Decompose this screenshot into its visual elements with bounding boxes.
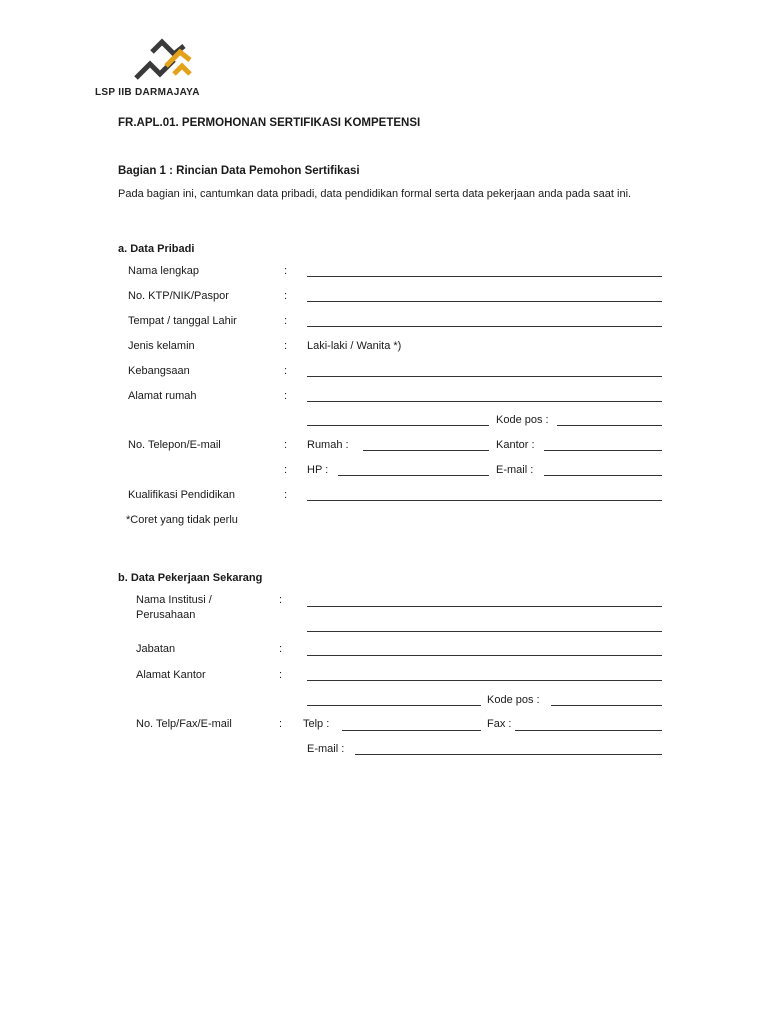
nationality-label: Kebangsaan (128, 365, 190, 377)
colon: : (284, 365, 288, 377)
colon: : (284, 315, 288, 327)
strike-note: *Coret yang tidak perlu (126, 514, 238, 526)
home-phone-label: Rumah : (307, 439, 349, 451)
email-field[interactable] (544, 475, 662, 476)
telp-label: Telp : (303, 718, 330, 730)
colon: : (279, 669, 283, 681)
colon: : (279, 594, 283, 606)
postal-code-label: Kode pos : (496, 414, 549, 426)
telp-field[interactable] (342, 730, 481, 731)
work-email-label: E-mail : (307, 743, 345, 755)
education-label: Kualifikasi Pendidikan (128, 489, 236, 501)
document-title: FR.APL.01. PERMOHONAN SERTIFIKASI KOMPETENSI (118, 117, 421, 129)
office-address-field[interactable] (307, 680, 662, 681)
institution-field[interactable] (307, 606, 662, 607)
home-phone-field[interactable] (363, 450, 489, 451)
address-field-line-2[interactable] (307, 425, 489, 426)
work-data-heading: b. Data Pekerjaan Sekarang (118, 572, 263, 584)
office-phone-field[interactable] (544, 450, 662, 451)
colon: : (284, 464, 288, 476)
colon: : (279, 718, 283, 730)
lsp-logo-icon (130, 38, 200, 88)
birth-field[interactable] (307, 326, 662, 327)
position-label: Jabatan (136, 643, 176, 655)
birth-label: Tempat / tanggal Lahir (128, 315, 237, 327)
colon: : (284, 265, 288, 277)
gender-label: Jenis kelamin (128, 340, 195, 352)
work-email-field[interactable] (355, 754, 662, 755)
colon: : (284, 390, 288, 402)
postal-code-field[interactable] (557, 425, 662, 426)
name-field[interactable] (307, 276, 662, 277)
hp-field[interactable] (338, 475, 489, 476)
name-label: Nama lengkap (128, 265, 199, 277)
institution-label: Nama Institusi / (136, 594, 212, 606)
office-phone-label: Kantor : (496, 439, 535, 451)
colon: : (284, 439, 288, 451)
colon: : (284, 340, 288, 352)
colon: : (279, 643, 283, 655)
contact-label: No. Telp/Fax/E-mail (136, 718, 232, 730)
colon: : (284, 489, 288, 501)
section-title: Bagian 1 : Rincian Data Pemohon Sertifikasi (118, 165, 360, 177)
nationality-field[interactable] (307, 376, 662, 377)
gender-options[interactable]: Laki-laki / Wanita *) (307, 340, 402, 352)
office-address-label: Alamat Kantor (136, 669, 206, 681)
address-field[interactable] (307, 401, 662, 402)
id-field[interactable] (307, 301, 662, 302)
office-postal-label: Kode pos : (487, 694, 540, 706)
colon: : (284, 290, 288, 302)
id-label: No. KTP/NIK/Paspor (128, 290, 229, 302)
email-label: E-mail : (496, 464, 534, 476)
hp-label: HP : (307, 464, 329, 476)
logo-text: LSP IIB DARMAJAYA (95, 87, 200, 98)
institution-label-2: Perusahaan (136, 609, 196, 621)
address-label: Alamat rumah (128, 390, 197, 402)
institution-field-line-2[interactable] (307, 631, 662, 632)
section-intro: Pada bagian ini, cantumkan data pribadi, data pendidikan formal serta data pekerjaan anda pada saat ini. (118, 188, 632, 200)
fax-label: Fax : (487, 718, 512, 730)
office-postal-field[interactable] (551, 705, 662, 706)
personal-data-heading: a. Data Pribadi (118, 243, 195, 255)
office-address-field-line-2[interactable] (307, 705, 481, 706)
education-field[interactable] (307, 500, 662, 501)
fax-field[interactable] (515, 730, 662, 731)
position-field[interactable] (307, 655, 662, 656)
phone-label: No. Telepon/E-mail (128, 439, 221, 451)
